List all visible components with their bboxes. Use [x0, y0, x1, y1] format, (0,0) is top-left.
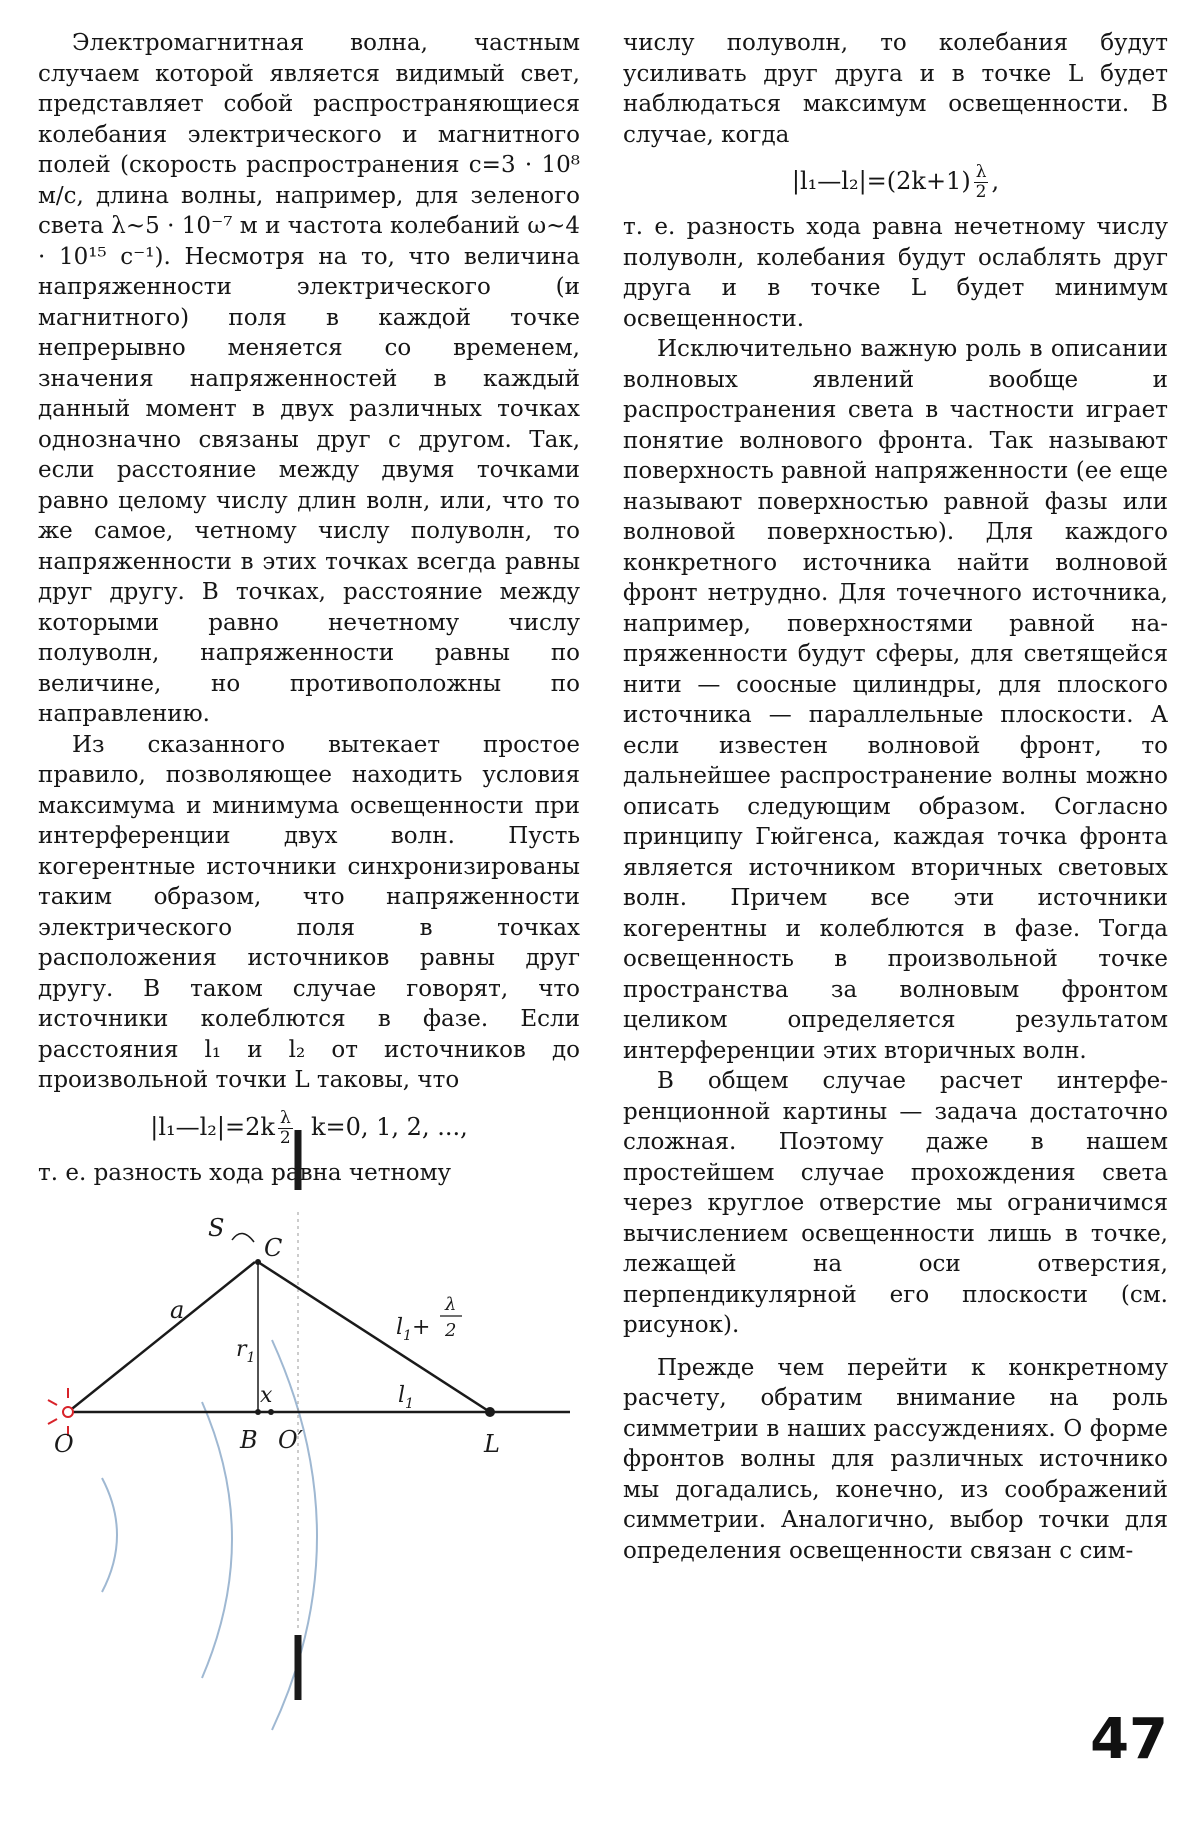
right-paragraph-4: В общем случае расчет интерференционной картины — задача достаточно сложная. Поэтому даже в нашем простейшем случае прохождения света через круглое отверстие мы ограничимся вычислением освещенности лишь в точке, лежащей на оси отверстия, перпендикулярной его плоскости (см. рисунок). — [623, 1068, 1168, 1338]
point-l — [485, 1407, 495, 1417]
fraction-numerator: λ — [279, 1107, 291, 1128]
fraction-denominator: 2 — [279, 1127, 291, 1148]
diagram-svg — [40, 1127, 600, 1750]
wavefront-arc-1 — [102, 1478, 117, 1592]
point-c — [255, 1259, 261, 1265]
right-paragraph-3: Исключительно важную роль в описании волновых явлений вообще и распространения света в частности играет понятие волнового фронта. Так называют поверхность равной напряженности (ее еще называют поверхностью равной фазы или волновой поверхностью). Для каждого конкретного источника найти волновой фронт нетрудно. Для точечного источника, например, поверхностями равной напряженности будут сферы, для светящейся нити — соосные цилиндры, для плоского источника — параллельные плоскости. А если известен волновой фронт, то дальнейшее распространение волны можно описать следующим образом. Согласно принципу Гюйгенса, каждая точка фронта является источником вторичных световых волн. Причем все эти источники когерентны и колеблются в фазе. Тогда освещенность в произвольной точке пространства за волновым фронтом целиком определяется результатом интерференции этих вторичных волн. — [623, 336, 1168, 1064]
label-plus-sign: + — [411, 1315, 431, 1340]
label-l: L — [484, 1430, 500, 1458]
fraction-denominator: 2 — [975, 182, 987, 202]
label-l1-plus-sub: 1 — [403, 1328, 412, 1344]
formula-minimum-rhs: , — [991, 167, 1000, 195]
left-paragraph-3: т. е. разность хода равна четному — [38, 1159, 452, 1186]
ray-a — [68, 1262, 255, 1412]
point-o-prime — [268, 1409, 274, 1415]
formula-minimum — [623, 150, 1168, 212]
label-r1-sub: 1 — [246, 1350, 256, 1366]
label-lambda: λ — [445, 1294, 457, 1315]
left-column — [38, 28, 580, 1188]
label-l1-sub: 1 — [405, 1396, 414, 1412]
label-a: a — [170, 1296, 185, 1324]
formula-minimum-lhs: |l₁—l₂|=(2k+1) — [791, 167, 971, 195]
right-paragraph-2: т. е. разность хода равна нечетному числу полуволн, колебания будут ослаблять друг друга и в точке L будет минимум освещенности. — [623, 214, 1168, 332]
formula-maximum-lhs: |l₁—l₂|=2k — [150, 1112, 275, 1141]
fraction-numerator: λ — [975, 162, 987, 182]
wavefront-arc-2 — [202, 1402, 232, 1678]
source-ray-1 — [48, 1400, 57, 1405]
label-r1-base: r — [236, 1337, 247, 1362]
label-r1 — [236, 1337, 255, 1366]
label-s: S — [208, 1214, 225, 1242]
label-l1 — [398, 1383, 414, 1412]
point-b — [255, 1409, 261, 1415]
right-column — [623, 28, 1168, 1566]
label-l1-plus-lambda — [396, 1315, 430, 1344]
formula-minimum-fraction — [974, 163, 989, 202]
source-ray-2 — [48, 1419, 57, 1424]
huygens-diagram — [40, 1127, 600, 1750]
formula-maximum-rhs: , k=0, 1, 2, ..., — [295, 1112, 468, 1141]
label-x: x — [260, 1383, 273, 1408]
label-l1-base: l — [398, 1383, 406, 1408]
right-paragraph-5: Прежде чем перейти к конкретному расчету, обратим внимание на роль симметрии в наших рассуждениях. О форме фронтов волны для различных источнико мы догадались, конечно, из соображений симметрии. Аналогично, выбор точки для определения освещенности связан с сим- — [623, 1354, 1168, 1564]
label-b: B — [240, 1426, 258, 1454]
page-number: 47 — [1090, 1707, 1168, 1772]
source-point — [63, 1407, 73, 1417]
label-o-prime: O′ — [278, 1426, 304, 1454]
s-pointer — [232, 1233, 254, 1242]
left-paragraph-2: Из сказанного вытекает простое правило, позволяющее находить условия максимума и минимума освещенности при интерференции двух волн. Пусть когерентные источники синхронизированы таким образом, что напряженности электрического поля в точках расположения источников равны друг другу. В таком случае говорят, что источники колеблются в фазе. Если расстояния l₁ и l₂ от источников до произвольной точки L таковы, что — [38, 731, 580, 1093]
label-two: 2 — [445, 1320, 457, 1341]
label-c: C — [264, 1234, 283, 1262]
label-o: O — [54, 1430, 74, 1458]
left-paragraph-1: Электромагнитная волна, частным случаем которой является видимый свет, представляет собой распространяющиеся колебания электрического и магнитного полей (скорость распространения c=3 · 10⁸ м/с, длина волны, например, для зеленого света λ~5 · 10⁻⁷ м и частота колебаний ω~4 · 10¹⁵ с⁻¹). Несмотря на то, что величина напряженности электрического (и магнитного) поля в каждой точке непрерывно меняется со временем, значения напряженностей в каждый данный момент в двух различных точках однозначно связаны друг с другом. Так, если расстояние между двумя точками равно целому числу длин волн, или, что то же самое, четному числу полуволн, то напряженности в этих точках всегда равны друг другу. В точках, расстояние между которыми равно нечетному числу полуволн, напряженности равны по величине, но противоположны по направлению. — [38, 30, 580, 727]
label-l1-plus-base: l — [396, 1315, 404, 1340]
right-paragraph-1: числу полуволн, то колебания будут усиливать друг друга и в точке L будет наблюдаться максимум освещенности. В случае, когда — [623, 30, 1168, 148]
